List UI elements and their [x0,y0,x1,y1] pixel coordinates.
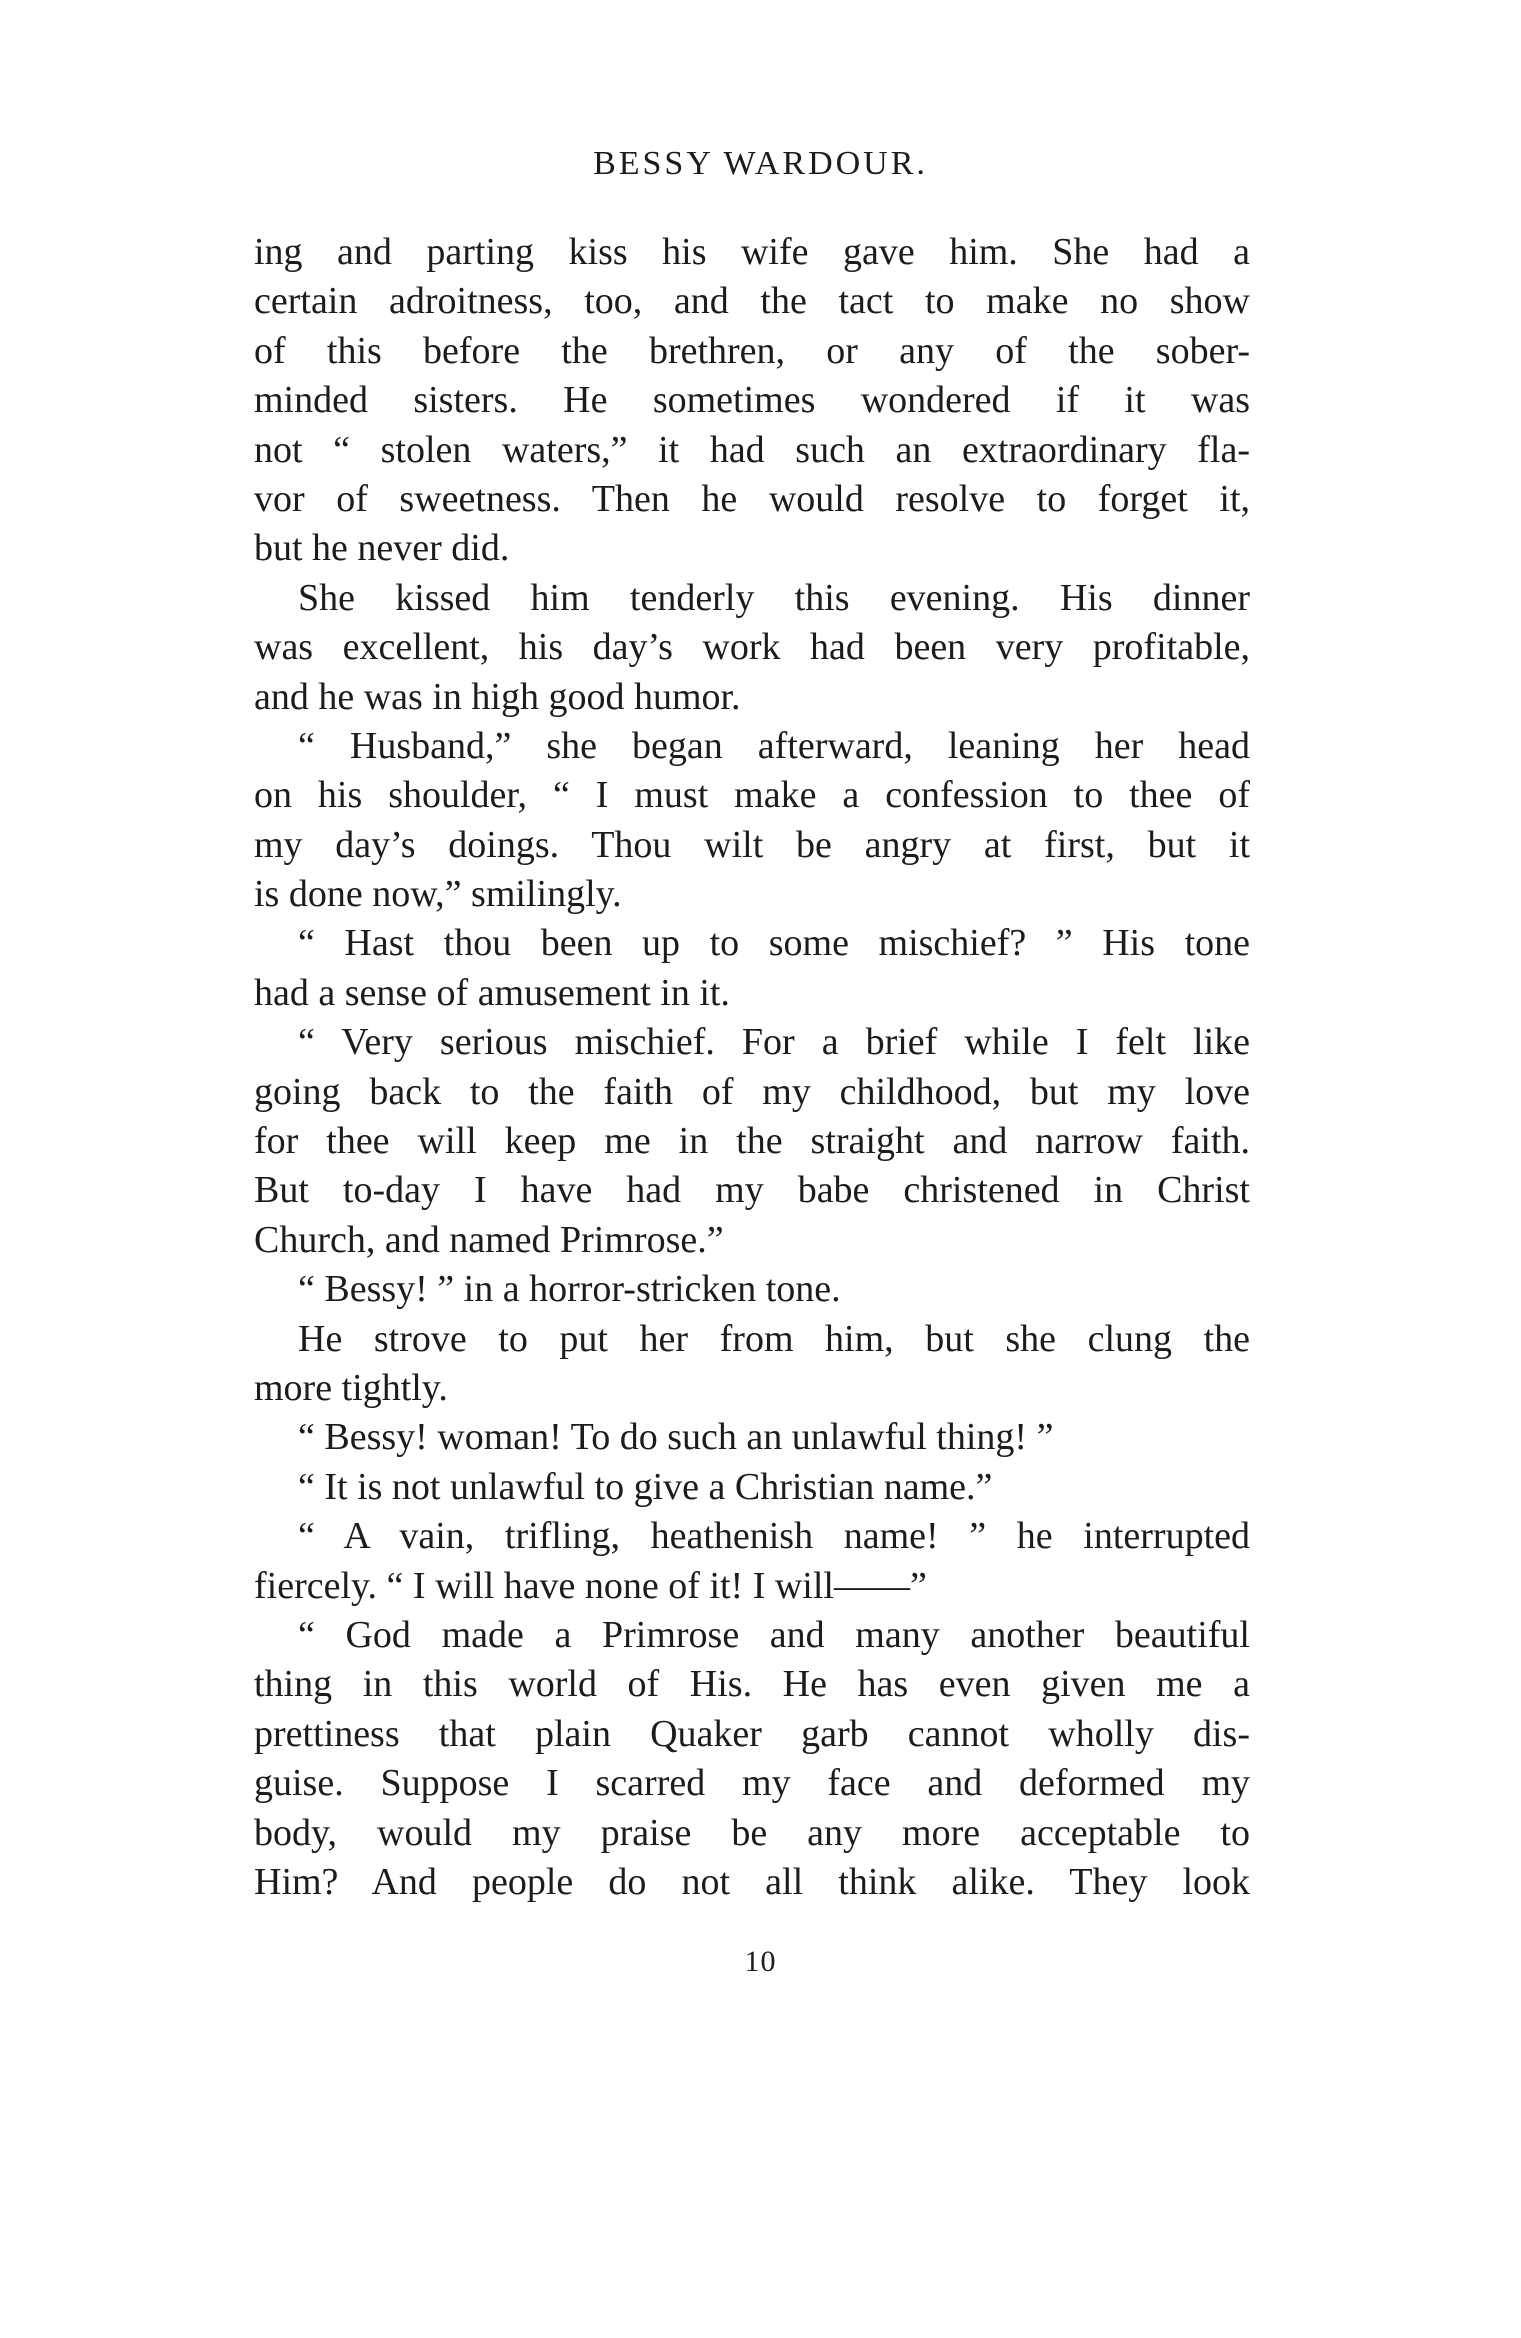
text-line: “ A vain, trifling, heathenish name! ” he interrupted [298,1515,1250,1558]
text-line: not “ stolen waters,” it had such an extraordinary fla- [254,428,1250,471]
text-line: had a sense of amusement in it. [254,971,730,1014]
text-line: going back to the faith of my childhood, but my love [254,1070,1250,1113]
text-line: on his shoulder, “ I must make a confession to thee of [254,774,1250,817]
text-line: my day’s doings. Thou wilt be angry at first, but it [254,823,1250,866]
text-line: vor of sweetness. Then he would resolve to forget it, [254,477,1250,520]
text-line: Church, and named Primrose.” [254,1218,724,1261]
text-line: “ Husband,” she began afterward, leaning her head [298,724,1250,767]
text-line: “ It is not unlawful to give a Christian name.” [298,1465,993,1508]
text-line: He strove to put her from him, but she clung the [298,1317,1250,1360]
running-head: BESSY WARDOUR. [593,145,928,182]
text-line: fiercely. “ I will have none of it! I will——” [254,1564,927,1607]
text-line: ing and parting kiss his wife gave him. She had a [254,231,1250,273]
body-text [254,228,1250,1907]
text-line: but he never did. [254,527,510,570]
text-line: body, would my praise be any more acceptable to [254,1811,1250,1854]
text-line: is done now,” smilingly. [254,873,622,916]
text-line: more tightly. [254,1366,448,1409]
text-line: She kissed him tenderly this evening. His dinner [298,576,1250,619]
text-line: Him? And people do not all think alike. They look [254,1860,1250,1903]
text-line: and he was in high good humor. [254,675,741,718]
text-line: minded sisters. He sometimes wondered if it was [254,379,1250,422]
text-line: “ God made a Primrose and many another beautiful [298,1613,1250,1656]
text-line: But to-day I have had my babe christened in Christ [254,1169,1250,1212]
text-line: for thee will keep me in the straight and narrow faith. [254,1120,1250,1163]
text-line: “ Bessy! ” in a horror-stricken tone. [298,1268,841,1311]
text-line: thing in this world of His. He has even given me a [254,1663,1250,1706]
text-line: “ Very serious mischief. For a brief while I felt like [298,1021,1250,1064]
text-line: “ Bessy! woman! To do such an unlawful thing! ” [298,1416,1054,1459]
text-line: “ Hast thou been up to some mischief? ” His tone [298,922,1250,965]
page-number: 10 [744,1945,777,1978]
text-line: certain adroitness, too, and the tact to make no show [254,280,1250,323]
text-line: of this before the brethren, or any of the sober- [254,329,1250,372]
text-line: prettiness that plain Quaker garb cannot wholly dis- [254,1712,1250,1755]
text-line: was excellent, his day’s work had been very profitable, [254,626,1250,669]
text-line: guise. Suppose I scarred my face and deformed my [254,1762,1250,1805]
